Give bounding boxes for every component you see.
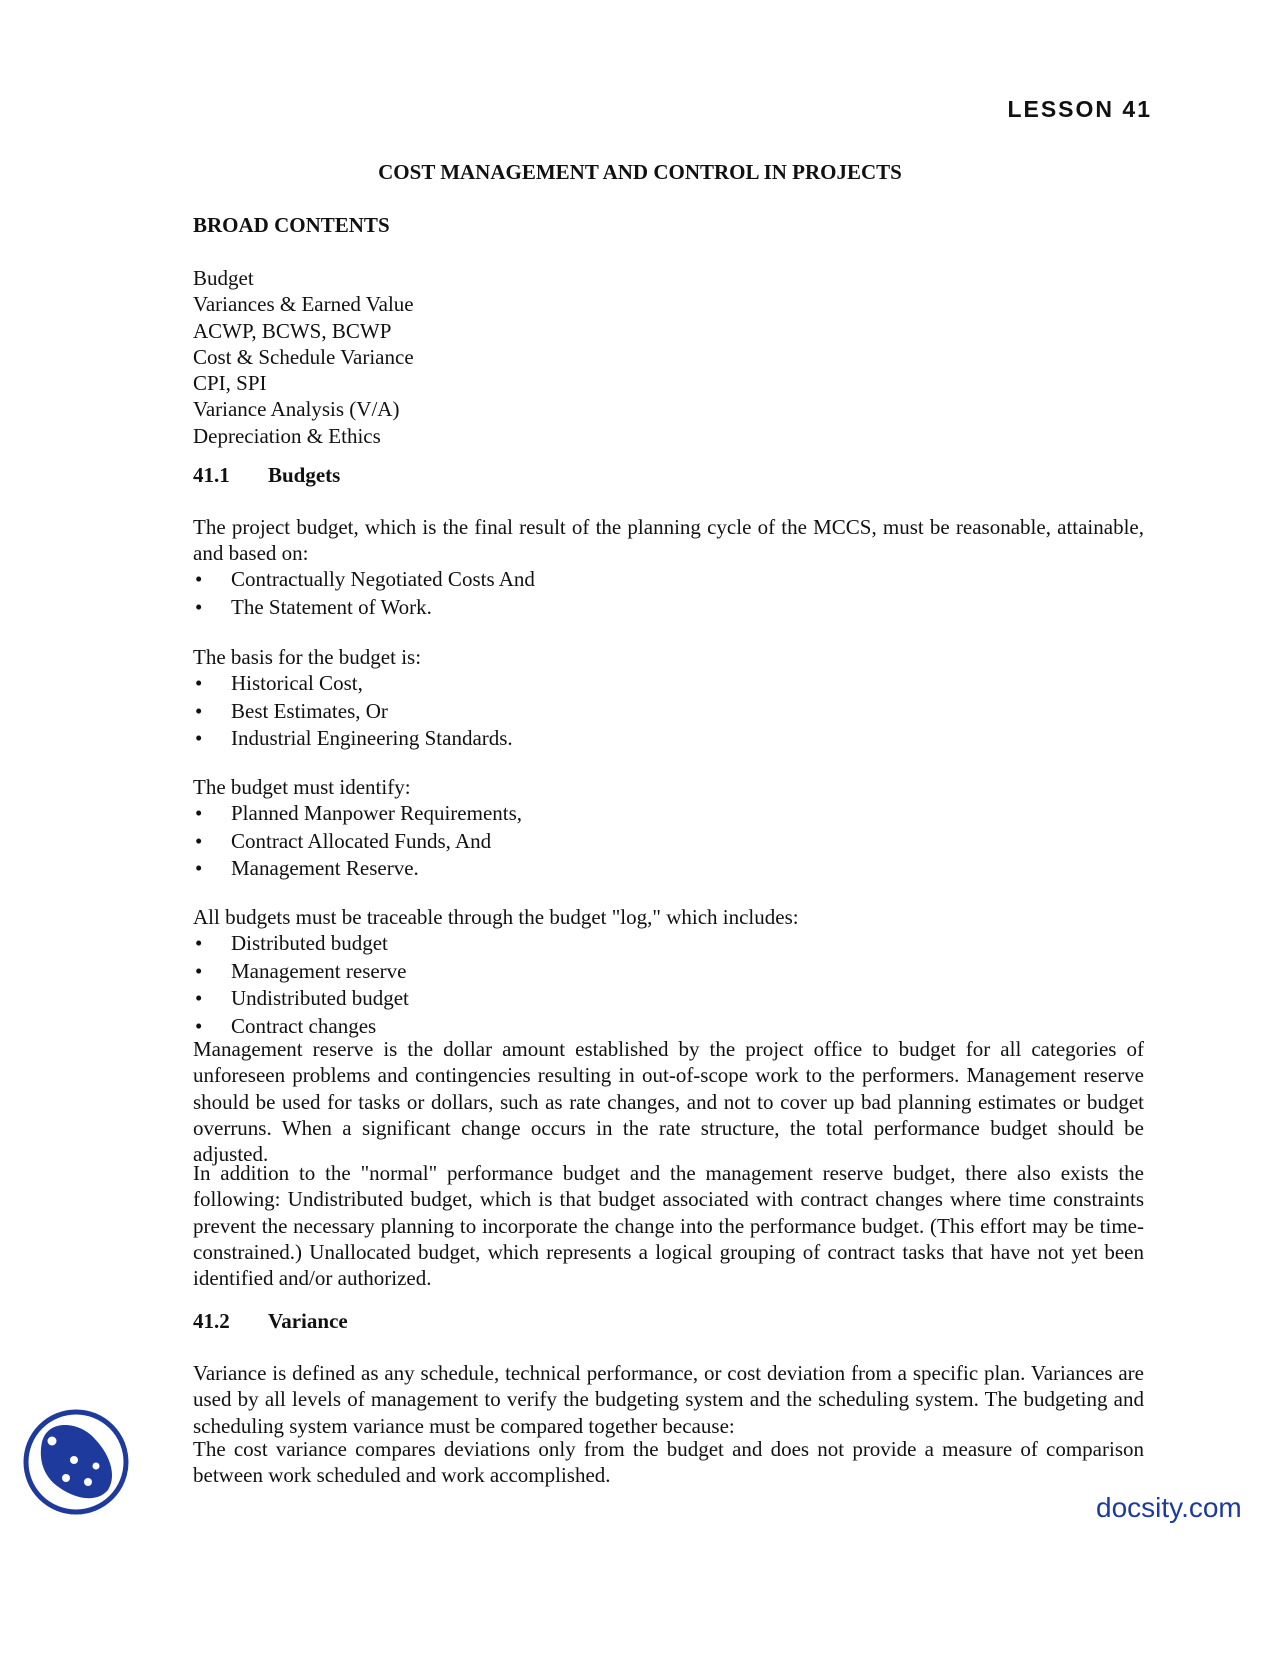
list-item: • The Statement of Work.	[193, 594, 1144, 622]
budget-intro-paragraph: The project budget, which is the final result of the planning cycle of the MCCS, must be reasonable, attainable, and based on:	[193, 515, 1144, 566]
list-item: Budget	[193, 266, 254, 290]
list-item: ACWP, BCWS, BCWP	[193, 318, 392, 343]
cost-variance-paragraph: The cost variance compares deviations only from the budget and does not provide a measure of comparison between work scheduled and work accomplished.	[193, 1437, 1144, 1488]
list-item: • Contract Allocated Funds, And	[193, 828, 1144, 856]
section-number: 41.2	[193, 1309, 230, 1333]
section-heading-budgets	[193, 462, 1144, 488]
document-title: COST MANAGEMENT AND CONTROL IN PROJECTS	[378, 160, 902, 184]
list-item: Cost & Schedule Variance	[193, 344, 414, 369]
broad-contents-heading: BROAD CONTENTS	[193, 213, 390, 237]
list-item: • Historical Cost,	[193, 670, 1144, 698]
list-item: Variances & Earned Value	[193, 292, 414, 317]
section-heading-variance	[193, 1308, 1144, 1334]
variance-definition-paragraph: Variance is defined as any schedule, technical performance, or cost deviation from a specific plan. Variances are used by all levels of management to verify the budgeting system and the scheduling system. The budgeting and scheduling system variance must be compared together because:	[193, 1361, 1144, 1438]
based-on-list	[193, 566, 1144, 621]
identify-list	[193, 800, 1144, 883]
lesson-label: LESSON 41	[1007, 96, 1152, 122]
broad-contents-list	[193, 265, 1144, 449]
basis-list	[193, 670, 1144, 753]
list-item: • Contract changes	[193, 1013, 1144, 1041]
section-number: 41.1	[193, 463, 230, 487]
section-title: Budgets	[268, 463, 341, 487]
list-item: CPI, SPI	[193, 371, 267, 396]
docsity-watermark[interactable]: docsity.com	[1096, 1492, 1242, 1523]
log-list	[193, 930, 1144, 1040]
undistributed-budget-paragraph: In addition to the "normal" performance budget and the management reserve budget, there also exists the following: Undistributed budget, which is that budget associated with contract changes where time constraints prevent the necessary planning to incorporate the change into the performance budget. (This effort may be time-constrained.) Unallocated budget, which represents a logical grouping of contract tasks that have not yet been identified and/or authorized.	[193, 1161, 1144, 1291]
list-item: • Best Estimates, Or	[193, 698, 1144, 726]
list-item: • Distributed budget	[193, 930, 1144, 958]
identify-label: The budget must identify:	[193, 775, 411, 799]
log-label: All budgets must be traceable through the budget "log," which includes:	[193, 905, 799, 929]
list-item: • Planned Manpower Requirements,	[193, 800, 1144, 828]
list-item: • Undistributed budget	[193, 985, 1144, 1013]
docsity-logo-icon	[22, 1408, 130, 1516]
management-reserve-paragraph: Management reserve is the dollar amount established by the project office to budget for all categories of unforeseen problems and contingencies resulting in out-of-scope work to the performers. Management reserve should be used for tasks or dollars, such as rate changes, and not to cover up bad planning estimates or budget overruns. When a significant change occurs in the rate structure, the total performance budget should be adjusted.	[193, 1037, 1144, 1167]
list-item: Variance Analysis (V/A)	[193, 397, 400, 422]
section-title: Variance	[268, 1309, 348, 1333]
list-item: • Industrial Engineering Standards.	[193, 725, 1144, 753]
list-item: • Contractually Negotiated Costs And	[193, 566, 1144, 594]
list-item: Depreciation & Ethics	[193, 423, 381, 448]
basis-label: The basis for the budget is:	[193, 645, 422, 669]
list-item: • Management reserve	[193, 958, 1144, 986]
list-item: • Management Reserve.	[193, 855, 1144, 883]
